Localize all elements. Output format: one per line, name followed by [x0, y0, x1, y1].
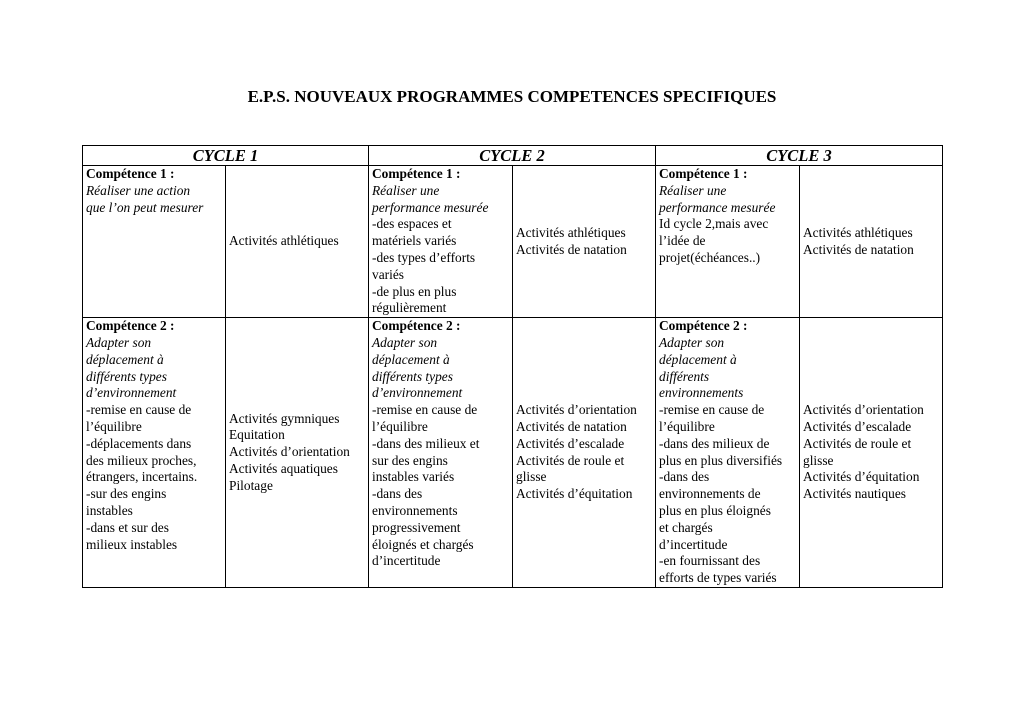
competence-detail-line: d’incertitude [372, 553, 441, 569]
competence-detail-line: projet(échéances..) [659, 249, 761, 265]
competence-detail-line: efforts de types variés [659, 570, 777, 586]
competence-title: Compétence 1 : [86, 166, 175, 181]
activity-item: glisse [516, 469, 547, 485]
competence-title: Compétence 2 : [86, 318, 175, 334]
cycle-1-competence-cell [83, 318, 226, 588]
cycle-3-header: CYCLE 3 [656, 146, 943, 166]
competence-detail-line: -dans des milieux de [659, 435, 770, 451]
competence-title: Compétence 1 : [372, 166, 461, 181]
competence-detail-line: -en fournissant des [659, 553, 761, 569]
competence-detail-line: -dans des [372, 486, 423, 502]
table-body [83, 166, 943, 588]
activity-item: Activités de roule et [803, 435, 912, 451]
competence-description-line: performance mesurée [659, 199, 776, 215]
competence-detail-line: milieux instables [86, 536, 178, 552]
competence-description-line: différents types [372, 368, 453, 384]
competence-description-line: déplacement à [86, 351, 164, 367]
cycle-header-row [83, 146, 943, 166]
competence-detail-line: d’incertitude [659, 536, 728, 552]
competence-description-line: Réaliser une action [86, 182, 191, 198]
activity-item: Activités de roule et [516, 452, 625, 468]
competence-description-line: environnements [659, 385, 744, 401]
competence-description-line: déplacement à [372, 351, 450, 367]
competence-detail-line: environnements de [659, 486, 761, 502]
competence-detail-line: progressivement [372, 519, 461, 535]
competence-detail-line: -remise en cause de [372, 402, 478, 418]
activity-item: Activités d’orientation [229, 444, 350, 460]
cycle-1-activities-cell [226, 318, 369, 588]
cycle-2-competence-cell [369, 318, 513, 588]
competence-description-line: Réaliser une [372, 182, 440, 198]
competence-row-2 [83, 318, 943, 588]
activity-item: Activités aquatiques [229, 460, 338, 476]
activity-item: glisse [803, 452, 834, 468]
competence-detail-line: variés [372, 266, 404, 282]
activity-item: Activités athlétiques [229, 233, 339, 249]
activity-item: Equitation [229, 427, 285, 443]
competence-detail-line: matériels variés [372, 233, 457, 249]
competence-detail-line: instables variés [372, 469, 455, 485]
competence-detail-line: -sur des engins [86, 486, 167, 502]
activity-item: Activités de natation [516, 418, 627, 434]
competence-detail-line: sur des engins [372, 452, 448, 468]
competence-detail-line: éloignés et chargés [372, 536, 474, 552]
activity-item: Activités athlétiques [516, 224, 626, 240]
competence-detail-line: plus en plus éloignés [659, 502, 771, 518]
competence-detail-line: -remise en cause de [86, 402, 192, 418]
activity-item: Activités de natation [516, 241, 627, 257]
competence-detail-line: étrangers, incertains. [86, 469, 198, 485]
competence-detail-line: plus en plus diversifiés [659, 452, 783, 468]
page-title: E.P.S. NOUVEAUX PROGRAMMES COMPETENCES SPECIFIQUES [247, 87, 777, 106]
activity-item: Activités gymniques [229, 410, 340, 426]
cycle-2-header: CYCLE 2 [369, 146, 656, 166]
competence-detail-line: -dans et sur des [86, 519, 169, 535]
competence-detail-line: -des types d’efforts [372, 249, 476, 265]
cycle-2-activities-cell [513, 318, 656, 588]
competence-detail-line: l’idée de [659, 233, 706, 249]
competence-title: Compétence 2 : [372, 318, 461, 334]
competence-description-line: d’environnement [372, 385, 463, 401]
competence-detail-line: instables [86, 502, 133, 518]
competences-table [82, 145, 943, 588]
competence-description-line: déplacement à [659, 351, 737, 367]
competence-detail-line: régulièrement [372, 300, 447, 316]
competence-title: Compétence 1 : [659, 166, 748, 181]
competence-description-line: différents types [86, 368, 167, 384]
competence-detail-line: et chargés [659, 519, 713, 535]
cycle-1-activities-cell [226, 166, 369, 318]
activity-item: Activités athlétiques [803, 224, 913, 240]
competence-description-line: Adapter son [86, 334, 152, 350]
competence-detail-line: -remise en cause de [659, 402, 765, 418]
cycle-3-competence-cell [656, 166, 800, 318]
activity-item: Activités d’orientation [516, 402, 637, 418]
competence-description-line: Adapter son [372, 334, 438, 350]
competence-detail-line: -dans des milieux et [372, 435, 480, 451]
competence-description-line: Adapter son [659, 334, 725, 350]
competence-detail-line: l’équilibre [372, 418, 428, 434]
activity-item: Activités d’orientation [803, 402, 924, 418]
activity-item: Activités d’équitation [516, 486, 633, 502]
cycle-3-activities-cell [800, 166, 943, 318]
competence-detail-line: des milieux proches, [86, 452, 197, 468]
activity-item: Activités nautiques [803, 486, 907, 502]
competence-detail-line: -des espaces et [372, 216, 452, 232]
competence-title: Compétence 2 : [659, 318, 748, 334]
competence-detail-line: -dans des [659, 469, 710, 485]
cycle-3-competence-cell [656, 318, 800, 588]
cycle-2-competence-cell [369, 166, 513, 318]
activity-item: Activités d’escalade [516, 435, 625, 451]
competence-detail-line: -de plus en plus [372, 283, 457, 299]
activity-item: Activités de natation [803, 241, 914, 257]
competence-description-line: performance mesurée [372, 199, 489, 215]
competence-description-line: d’environnement [86, 385, 177, 401]
cycle-1-competence-cell [83, 166, 226, 318]
competence-detail-line: environnements [372, 502, 458, 518]
cycle-3-activities-cell [800, 318, 943, 588]
cycle-1-header: CYCLE 1 [83, 146, 369, 166]
competence-detail-line: l’équilibre [659, 418, 715, 434]
competence-detail-line: Id cycle 2,mais avec [659, 216, 769, 232]
activity-item: Activités d’escalade [803, 418, 912, 434]
competence-description-line: que l’on peut mesurer [86, 199, 204, 215]
activity-item: Pilotage [229, 477, 273, 493]
cycle-2-activities-cell [513, 166, 656, 318]
competence-row-1 [83, 166, 943, 318]
activity-item: Activités d’équitation [803, 469, 920, 485]
competence-description-line: Réaliser une [659, 182, 727, 198]
competence-description-line: différents [659, 368, 710, 384]
competence-detail-line: -déplacements dans [86, 435, 192, 451]
competence-detail-line: l’équilibre [86, 418, 142, 434]
